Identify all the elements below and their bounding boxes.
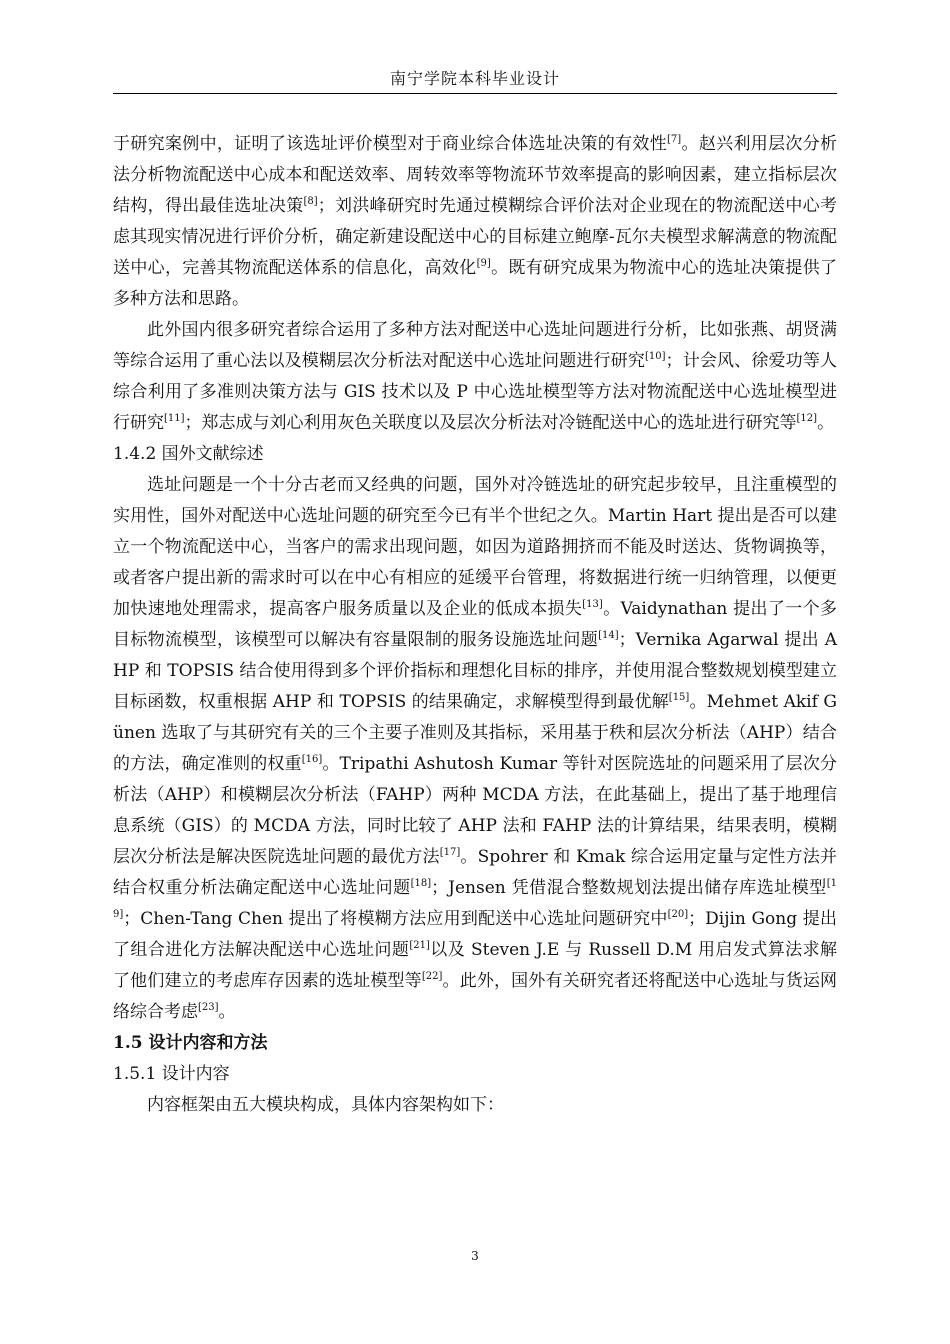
section-heading-foreign-review: 1.4.2 国外文献综述 [113, 444, 264, 464]
citation-marker: [20] [667, 909, 689, 920]
citation-marker: [10] [645, 351, 666, 362]
paragraph-text: 。Vaidynathan 提出了一个多目标物流模型，该模型可以解决有容量限制的服务设施选址问题 [113, 599, 837, 650]
citation-marker: [13] [582, 599, 603, 610]
paragraph-text: 以及 Steven J.E 与 Russell D.M 用启发式算法求解了他们建立的考虑库存因素的选址模型等 [113, 940, 837, 991]
paragraph-text: 内容框架由五大模块构成，具体内容架构如下： [147, 1095, 504, 1115]
paragraph-text: 。Spohrer 和 Kmak 综合运用定量与定性方法并结合权重分析法确定配送中心选址问题 [113, 847, 838, 898]
citation-marker: [12] [796, 413, 818, 424]
citation-marker: [17] [439, 847, 461, 858]
document-body [113, 129, 837, 1121]
paragraph-text: 此外国内很多研究者综合运用了多种方法对配送中心选址问题进行分析，比如张燕、胡贤满等综合运用了重心法以及模糊层次分析法对配送中心选址问题进行研究 [113, 320, 837, 371]
section-heading-design: 1.5 设计内容和方法 [113, 1033, 268, 1053]
body-paragraph-3 [113, 470, 837, 1028]
paragraph-text: 。既有研究成果为物流中心的选址决策提供了多种方法和思路。 [113, 258, 838, 309]
citation-marker: [15] [668, 692, 690, 703]
paragraph-text: 。 [817, 413, 835, 433]
paragraph-text: ；Vernika Agarwal 提出 AHP 和 TOPSIS 结合使用得到多个评价指标和理想化目标的排序，并使用混合整数规划模型建立目标函数，权重根据 AHP 和 TOPSIS 的结果确定，求解模型得到最优解 [113, 630, 838, 712]
body-paragraph-4 [113, 1090, 837, 1121]
paragraph-text: 。Mehmet Akif Günen 选取了与其研究有关的三个主要子准则及其指标，采用基于秩和层次分析法（AHP）结合的方法，确定准则的权重 [113, 692, 837, 774]
citation-marker: [18] [410, 878, 432, 889]
page-number: 3 [471, 1249, 479, 1263]
citation-marker: [22] [421, 971, 443, 982]
section-heading-design-content: 1.5.1 设计内容 [113, 1064, 230, 1084]
citation-marker: [16] [301, 754, 323, 765]
page-header-title: 南宁学院本科毕业设计 [389, 69, 560, 88]
citation-marker: [19] [113, 878, 838, 920]
body-paragraph-2 [113, 315, 837, 439]
paragraph-text: 于研究案例中，证明了该选址评价模型对于商业综合体选址决策的有效性 [113, 134, 668, 154]
citation-marker: [8] [303, 196, 318, 207]
body-paragraph-1 [113, 129, 837, 315]
citation-marker: [21] [409, 940, 430, 951]
citation-marker: [23] [198, 1002, 219, 1013]
citation-marker: [7] [667, 134, 682, 145]
paragraph-text: 选址问题是一个十分古老而又经典的问题，国外对冷链选址的研究起步较早，且注重模型的实用性，国外对配送中心选址问题的研究至今已有半个世纪之久。Martin Hart 提出是否可以建立一个物流配送中心，当客户的需求出现问题，如因为道路拥挤而不能及时送达、货物调换等，或者客户提出新的需求时可以在中心有相应的延缓平台管理，将数据进行统一归纳管理，以便更加快速地处理需求，提高客户服务质量以及企业的低成本损失 [113, 475, 837, 619]
paragraph-text: ；刘洪峰研究时先通过模糊综合评价法对企业现在的物流配送中心考虑其现实情况进行评价分析，确定新建设配送中心的目标建立鲍摩-瓦尔夫模型求解满意的物流配送中心，完善其物流配送体系的信息化，高效化 [113, 196, 838, 278]
citation-marker: [11] [164, 413, 185, 424]
paragraph-text: ；Jensen 凭借混合整数规划法提出储存库选址模型 [431, 878, 827, 898]
paragraph-text: 。 [218, 1002, 236, 1022]
citation-marker: [9] [476, 258, 491, 269]
paragraph-text: ；计会风、徐爱功等人综合利用了多准则决策方法与 GIS 技术以及 P 中心选址模型等方法对物流配送中心选址模型进行研究 [113, 351, 838, 433]
paragraph-text: 。赵兴利用层次分析法分析物流配送中心成本和配送效率、周转效率等物流环节效率提高的影响因素，建立指标层次结构，得出最佳选址决策 [113, 134, 838, 216]
paragraph-text: 。Tripathi Ashutosh Kumar 等针对医院选址的问题采用了层次分析法（AHP）和模糊层次分析法（FAHP）两种 MCDA 方法，在此基础上，提出了基于地理信息系统（GIS）的 MCDA 方法，同时比较了 AHP 法和 FAHP 法的计算结果，结果表明，模糊层次分析法是解决医院选址问题的最优方法 [113, 754, 837, 867]
header-divider [113, 93, 837, 94]
paragraph-text: ；Chen-Tang Chen 提出了将模糊方法应用到配送中心选址问题研究中 [123, 909, 668, 929]
paragraph-text: ；Dijin Gong 提出了组合进化方法解决配送中心选址问题 [113, 909, 837, 960]
paragraph-text: ；郑志成与刘心利用灰色关联度以及层次分析法对冷链配送中心的选址进行研究等 [184, 413, 797, 433]
paragraph-text: 。此外，国外有关研究者还将配送中心选址与货运网络综合考虑 [113, 971, 838, 1022]
citation-marker: [14] [598, 630, 619, 641]
